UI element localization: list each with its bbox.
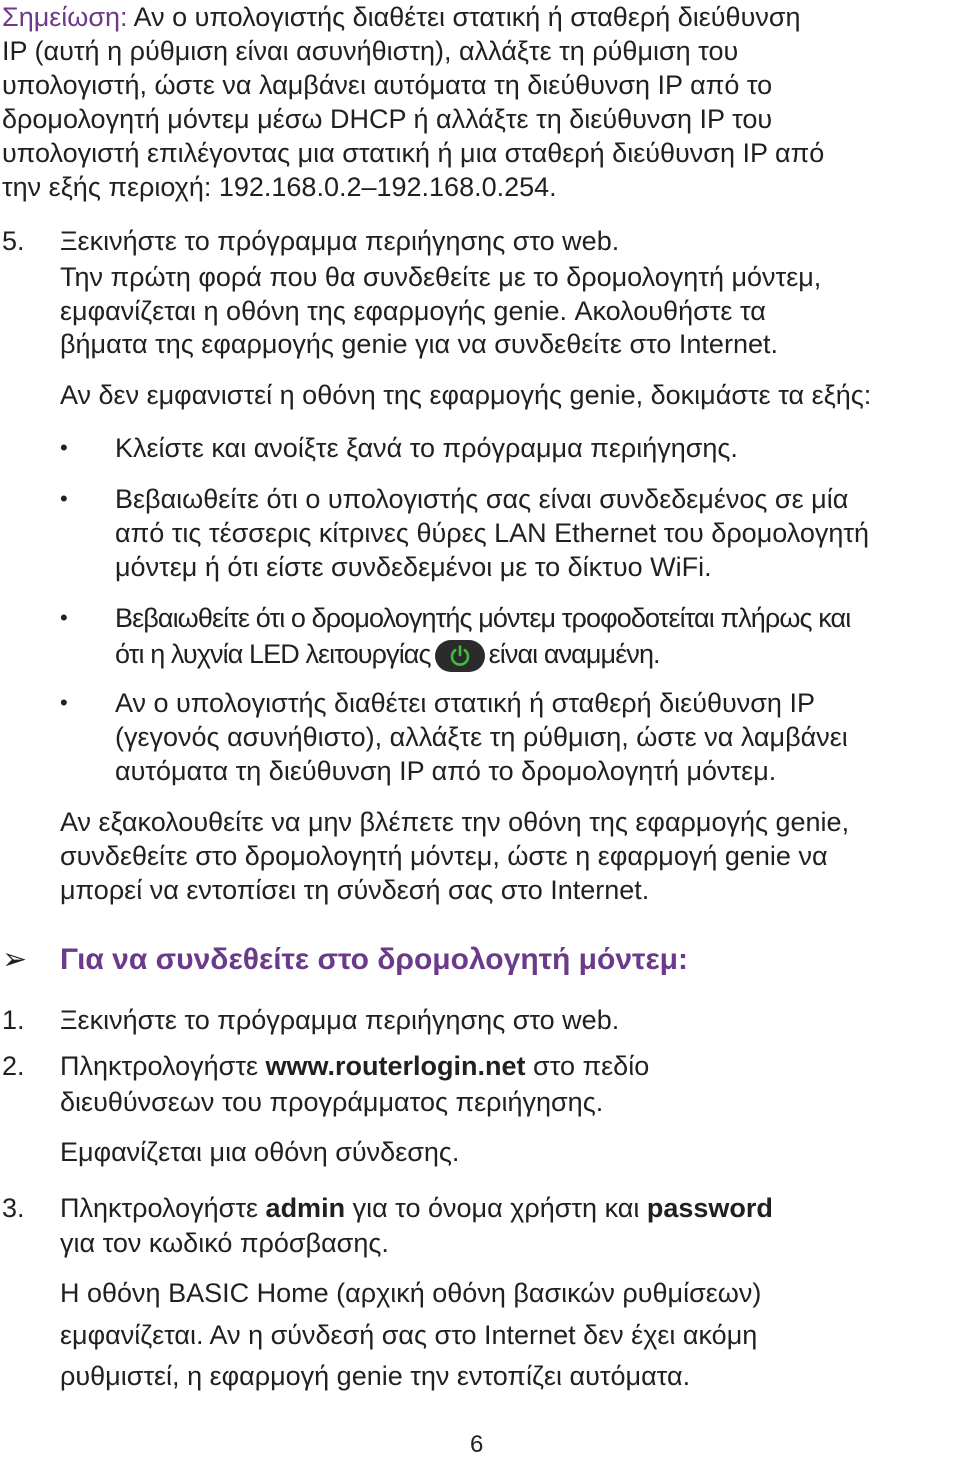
step-5-line-3: εμφανίζεται η οθόνη της εφαρμογής genie. Ακολουθήστε τα xyxy=(60,296,766,326)
routerlogin-url: www.routerlogin.net xyxy=(265,1051,526,1081)
bullet-3-line-1: Βεβαιωθείτε ότι ο δρομολογητής μόντεμ τροφοδοτείται πλήρως και xyxy=(115,603,851,633)
step-3-line-1 xyxy=(60,1191,773,1225)
power-icon xyxy=(435,640,485,672)
bullet-2-line-3: μόντεμ ή ότι είστε συνδεδεμένοι με το δίκτυο WiFi. xyxy=(115,552,712,582)
page-number: 6 xyxy=(470,1431,484,1458)
bullet-2-dot: • xyxy=(60,486,68,511)
bullet-4-line-3: αυτόματα τη διεύθυνση IP από το δρομολογητή μόντεμ. xyxy=(115,756,777,786)
note-label: Σημείωση: xyxy=(2,2,128,32)
bullet-3-line-2 xyxy=(115,637,660,672)
step-3-sub-3: ρυθμιστεί, η εφαρμογή genie την εντοπίζει αυτόματα. xyxy=(60,1361,691,1391)
section-arrow-icon: ➢ xyxy=(2,943,28,976)
step-5-line-2: Την πρώτη φορά που θα συνδεθείτε με το δρομολογητή μόντεμ, xyxy=(60,262,822,292)
step-5-if-not: Αν δεν εμφανιστεί η οθόνη της εφαρμογής genie, δοκιμάστε τα εξής: xyxy=(60,380,872,410)
after-line-2: συνδεθείτε στο δρομολογητή μόντεμ, ώστε η εφαρμογή genie να xyxy=(60,841,828,871)
step-3-sub-1: Η οθόνη BASIC Home (αρχική οθόνη βασικών ρυθμίσεων) xyxy=(60,1278,762,1308)
bullet-4-line-1: Αν ο υπολογιστής διαθέτει στατική ή σταθερή διεύθυνση IP xyxy=(115,688,815,718)
note-text: Αν ο υπολογιστής διαθέτει στατική ή σταθερή διεύθυνση xyxy=(127,2,801,32)
section-heading: Για να συνδεθείτε στο δρομολογητή μόντεμ: xyxy=(60,943,689,976)
username-admin: admin xyxy=(265,1193,346,1223)
step-1-number: 1. xyxy=(2,1005,25,1035)
step-2-pre: Πληκτρολογήστε xyxy=(60,1051,266,1081)
note-line-5: υπολογιστή επιλέγοντας μια στατική ή μια σταθερή διεύθυνση IP από xyxy=(2,138,825,168)
bullet-1-dot: • xyxy=(60,435,68,460)
after-line-3: μπορεί να εντοπίσει τη σύνδεσή σας στο Internet. xyxy=(60,875,650,905)
step-3-mid: για το όνομα χρήστη και xyxy=(345,1193,647,1223)
step-2-post: στο πεδίο xyxy=(525,1051,650,1081)
password-text: password xyxy=(646,1193,773,1223)
step-5-line-4: βήματα της εφαρμογής genie για να συνδεθείτε στο Internet. xyxy=(60,329,778,359)
note-line-1 xyxy=(2,0,801,34)
note-line-4: δρομολογητή μόντεμ μέσω DHCP ή αλλάξτε τη διεύθυνση IP του xyxy=(2,104,773,134)
step-2-number: 2. xyxy=(2,1051,25,1081)
step-2-line-2: διευθύνσεων του προγράμματος περιήγησης. xyxy=(60,1087,604,1117)
step-1-line-1: Ξεκινήστε το πρόγραμμα περιήγησης στο web. xyxy=(60,1005,620,1035)
bullet-4-line-2: (γεγονός ασυνήθιστο), αλλάξτε τη ρύθμιση, ώστε να λαμβάνει xyxy=(115,722,848,752)
step-2-sub: Εμφανίζεται μια οθόνη σύνδεσης. xyxy=(60,1137,460,1167)
bullet-3-dot: • xyxy=(60,605,68,630)
step-2-line-1 xyxy=(60,1049,649,1083)
bullet-4-dot: • xyxy=(60,690,68,715)
step-3-number: 3. xyxy=(2,1193,25,1223)
bullet-2-line-2: από τις τέσσερις κίτρινες θύρες LAN Ethernet του δρομολογητή xyxy=(115,518,870,548)
bullet-1-line-1: Κλείστε και ανοίξτε ξανά το πρόγραμμα περιήγησης. xyxy=(115,433,738,463)
step-3-sub-2: εμφανίζεται. Αν η σύνδεσή σας στο Internet δεν έχει ακόμη xyxy=(60,1320,758,1350)
step-3-line-2: για τον κωδικό πρόσβασης. xyxy=(60,1228,389,1258)
after-line-1: Αν εξακολουθείτε να μην βλέπετε την οθόνη της εφαρμογής genie, xyxy=(60,807,850,837)
note-line-3: υπολογιστή, ώστε να λαμβάνει αυτόματα τη διεύθυνση IP από το xyxy=(2,70,773,100)
step-3-pre: Πληκτρολογήστε xyxy=(60,1193,266,1223)
note-line-2: IP (αυτή η ρύθμιση είναι ασυνήθιστη), αλλάξτε τη ρύθμιση του xyxy=(2,36,739,66)
bullet-3-text-b: είναι αναμμένη. xyxy=(488,639,660,669)
step-5-line-1: Ξεκινήστε το πρόγραμμα περιήγησης στο web. xyxy=(60,226,620,256)
note-line-6: την εξής περιοχή: 192.168.0.2–192.168.0.254. xyxy=(2,172,557,202)
step-5-number: 5. xyxy=(2,226,25,256)
bullet-3-text-a: ότι η λυχνία LED λειτουργίας xyxy=(115,639,431,669)
bullet-2-line-1: Βεβαιωθείτε ότι ο υπολογιστής σας είναι συνδεδεμένος σε μία xyxy=(115,484,849,514)
